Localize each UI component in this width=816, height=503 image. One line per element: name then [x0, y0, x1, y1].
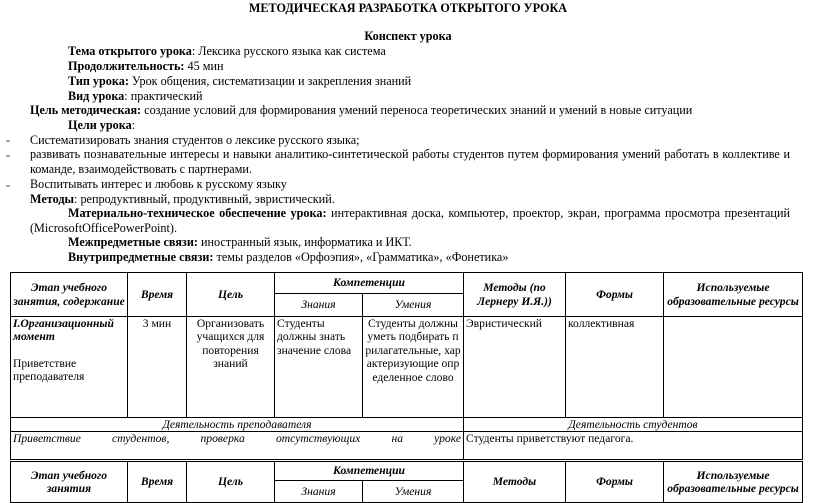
header-goal: Цель	[187, 462, 275, 503]
duration-line	[68, 59, 224, 73]
topic-value: : Лексика русского языка как система	[191, 44, 386, 58]
goals-colon: :	[131, 118, 136, 132]
method-goal-value: создание условий для формирования умений переноса теоретических знаний и умений в новые ситуации	[141, 103, 693, 117]
methods-value: : репродуктивный, продуктивный, эвристический.	[74, 192, 335, 206]
methods-label: Методы	[30, 192, 75, 206]
goals-heading	[68, 118, 135, 132]
inter-links-line	[68, 235, 412, 249]
header-stage: Этап учебного занятия, содержание	[11, 273, 128, 317]
goal-item: развивать познавательные интересы и навыки аналитико-синтетической работы студентов путем формирования умений работать в коллективе и команде, взаимодействовать с партнерами.	[30, 147, 790, 176]
teacher-activity-cell	[11, 432, 464, 460]
header-resources: Используемые образовательные ресурсы	[664, 273, 803, 317]
cell-skills: Студенты должны уметь подбирать прилагательные, характеризующие определенное слово	[363, 317, 464, 418]
cell-goal: Организовать учащихся для повторения знаний	[187, 317, 275, 418]
teacher-activity-text: Приветствие студентов, проверка отсутствующих на уроке	[13, 432, 462, 446]
document-title: МЕТОДИЧЕСКАЯ РАЗРАБОТКА ОТКРЫТОГО УРОКА	[248, 1, 568, 15]
method-goal-label: Цель методическая:	[30, 103, 142, 117]
methods-line	[30, 192, 335, 206]
header-knowledge: Знания	[275, 294, 363, 317]
header-competencies: Компетенции	[275, 273, 464, 294]
activity-teacher-header: Деятельность преподавателя	[11, 418, 464, 432]
list-dash: -	[6, 133, 10, 147]
list-dash: -	[6, 148, 10, 162]
cell-stage	[11, 317, 128, 418]
equipment-value: интерактивная доска, компьютер, проектор, экран, программа просмотра презентаций (MicrosoftOfficePowerPoint).	[30, 206, 790, 235]
list-dash: -	[6, 178, 10, 192]
topic-label: Тема открытого урока	[68, 44, 192, 58]
intra-links-line	[68, 250, 508, 264]
header-forms: Формы	[566, 462, 664, 503]
header-skills: Умения	[363, 481, 464, 503]
header-resources: Используемые образовательные ресурсы	[664, 462, 803, 503]
lesson-plan-table	[10, 272, 803, 460]
equipment-line	[30, 206, 790, 236]
lesson-kind-value: : практический	[124, 89, 203, 103]
goal-item: Систематизировать знания студентов о лексике русского языка;	[30, 133, 360, 147]
lesson-type-line	[68, 74, 411, 88]
method-goal-line	[30, 103, 692, 117]
header-methods: Методы	[464, 462, 566, 503]
intra-links-value: темы разделов «Орфоэпия», «Грамматика», «Фонетика»	[213, 250, 509, 264]
lesson-type-value: Урок общения, систематизации и закрепления знаний	[128, 74, 412, 88]
stage-title: I.Организационный момент	[13, 317, 114, 344]
activity-students-header: Деятельность студентов	[464, 418, 803, 432]
header-goal: Цель	[187, 273, 275, 317]
topic-line	[68, 44, 386, 58]
header-stage: Этап учебного занятия	[11, 462, 128, 503]
goal-item: Воспитывать интерес и любовь к русскому языку	[30, 177, 287, 191]
duration-label: Продолжительность:	[68, 59, 185, 73]
lesson-kind-label: Вид урока	[68, 89, 125, 103]
header-methods: Методы (по Лернеру И.Я.))	[464, 273, 566, 317]
cell-time: 3 мин	[128, 317, 187, 418]
intra-links-label: Внутрипредметные связи:	[68, 250, 214, 264]
goals-label: Цели урока	[68, 118, 132, 132]
stage-text: Приветствие преподавателя	[13, 356, 85, 384]
header-knowledge: Знания	[275, 481, 363, 503]
cell-forms: коллективная	[566, 317, 664, 418]
duration-value: 45 мин	[184, 59, 224, 73]
inter-links-label: Межпредметные связи:	[68, 235, 198, 249]
header-time: Время	[128, 462, 187, 503]
lesson-plan-table-2	[10, 461, 803, 503]
cell-resources	[664, 317, 803, 418]
lesson-kind-line	[68, 89, 203, 103]
lesson-type-label: Тип урока:	[68, 74, 129, 88]
header-skills: Умения	[363, 294, 464, 317]
inter-links-value: иностранный язык, информатика и ИКТ.	[197, 235, 412, 249]
header-forms: Формы	[566, 273, 664, 317]
equipment-label: Материально-техническое обеспечение урока:	[68, 206, 327, 220]
document-subtitle: Конспект урока	[364, 29, 452, 43]
header-time: Время	[128, 273, 187, 317]
cell-methods: Эвристический	[464, 317, 566, 418]
cell-knowledge: Студенты должны знать значение слова	[275, 317, 363, 418]
students-activity-text: Студенты приветствуют педагога.	[464, 432, 803, 460]
header-competencies: Компетенции	[275, 462, 464, 481]
